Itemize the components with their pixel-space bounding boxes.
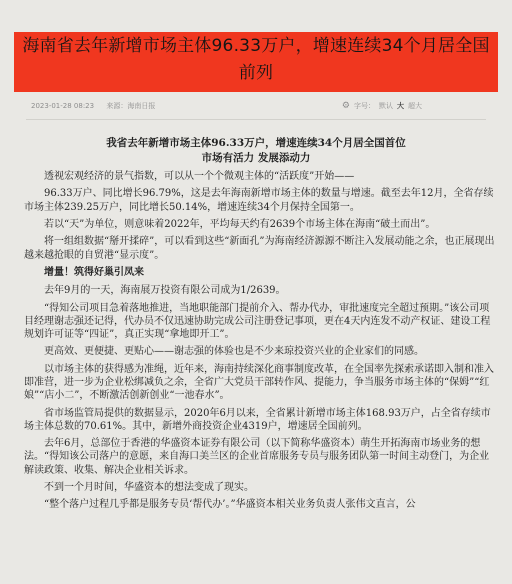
paragraph: 以市场主体的获得感为准绳，近年来，海南持续深化商事制度改革，在全国率先探索承诺即入制和准入即准营，进一步为企业松绑减负之余，全省广大党员干部转作风、提能力，争当服务市场主体的“保姆”“红娘”“店小二”，不断激活创新创业“一池春水”。	[24, 363, 494, 402]
paragraph: 不到一个月时间，华盛资本的想法变成了现实。	[44, 481, 254, 493]
paragraph: “整个落户过程几乎都是服务专员‘帮代办’。”华盛资本相关业务负责人张伟文直言，公	[44, 499, 416, 511]
publish-date: 2023-01-28 08:23	[31, 102, 95, 110]
source-label: 来源：海南日报	[106, 102, 156, 110]
section-heading: 增量！筑得好巢引凤来	[44, 266, 144, 278]
font-option-default[interactable]: 默认	[379, 102, 393, 110]
paragraph: 96.33万户、同比增长96.79%，这是去年海南新增市场主体的数量与增速。截至去年12月，全省存续市场主体239.25万户，同比增长50.14%，增速连续34个月保持全国第一。	[24, 188, 494, 213]
article-title: 我省去年新增市场主体96.33万户，增速连续34个月居全国首位	[106, 137, 406, 149]
font-option-xlarge[interactable]: 超大	[408, 102, 422, 110]
divider	[26, 119, 486, 120]
font-option-large[interactable]: 大	[397, 102, 404, 110]
paragraph: 透视宏观经济的景气指数，可以从一个个微观主体的“活跃度”开始——	[44, 171, 355, 182]
gear-icon: ⚙	[341, 101, 350, 111]
paragraph: 去年9月的一天，海南展万投资有限公司成为1/2639。	[44, 285, 286, 297]
paragraph: 去年6月，总部位于香港的华盛资本证券有限公司（以下简称华盛资本）萌生开拓海南市场业务的想法。“得知该公司落户的意愿，来自海口美兰区的企业首席服务专员与服务团队第一时间主动登门，为企业解读政策、收集、解决企业相关诉求。	[24, 438, 490, 476]
paragraph: 省市场监管局提供的数据显示，2020年6月以来，全省累计新增市场主体168.93万户，占全省存续市场主体总数的70.61%。其中，新增外商投资企业4319户，增速居全国前列。	[24, 407, 491, 432]
article-body	[24, 170, 499, 516]
article-subtitle: 市场有活力 发展添动力	[201, 152, 311, 164]
paragraph: “得知公司项目急着落地推进，当地职能部门提前介入、帮办代办，审批速度完全超过预期。”该公司项目经理谢志强还记得，代办员不仅迅速协助完成公司注册登记事项，更在4天内连发不动产权证、建设工程规划许可证等“四证”，真正实现“拿地即开工”。	[24, 302, 491, 340]
font-size-controls	[342, 98, 422, 114]
font-size-label: 字号：	[354, 102, 375, 110]
headline: 海南省去年新增市场主体96.33万户，增速连续34个月居全国前列	[22, 36, 490, 83]
paragraph: 将一组组数据“掰开揉碎”，可以看到这些“新面孔”为海南经济源源不断注入发展动能之余，也正展现出越来越抢眼的自贸港“显示度”。	[24, 236, 495, 261]
paragraph: 更高效、更便捷、更贴心——谢志强的体验也是不少来琼投资兴业的企业家们的同感。	[44, 346, 424, 358]
paragraph: 若以“天”为单位，则意味着2022年，平均每天约有2639个市场主体在海南“破土而出”。	[44, 218, 436, 230]
article-meta	[31, 98, 165, 114]
